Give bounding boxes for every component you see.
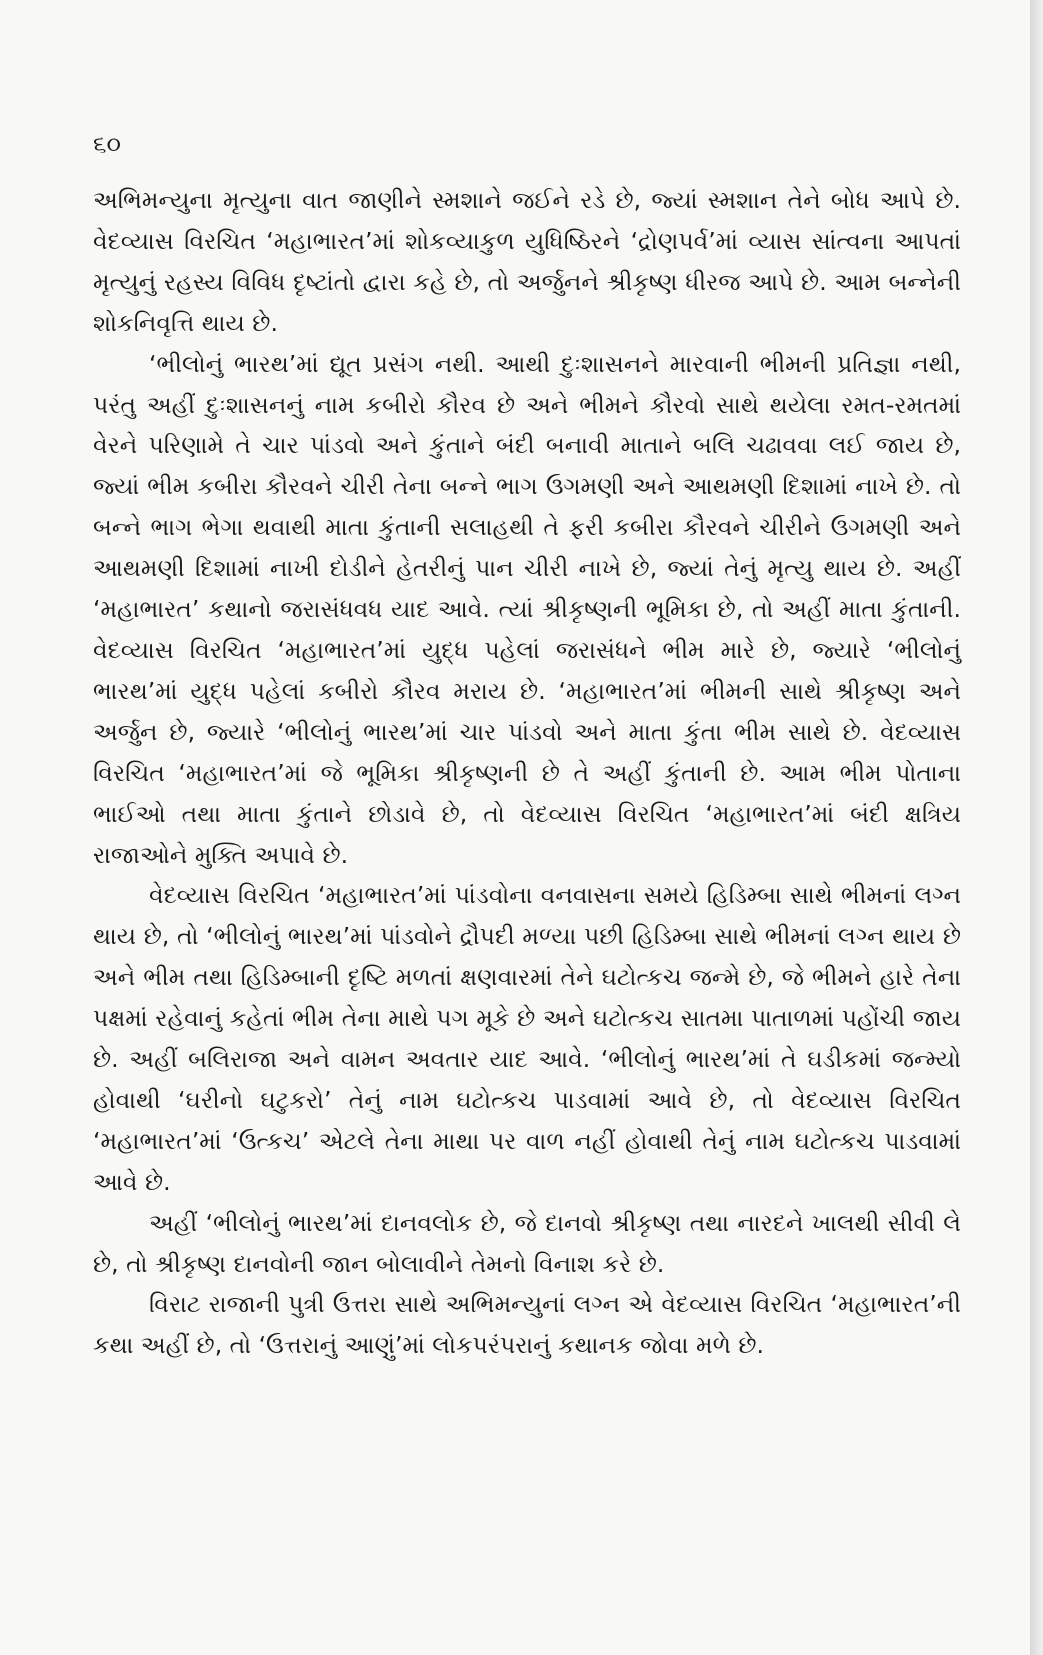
page-body	[93, 180, 961, 1366]
paragraph-4: અહીં ‘ભીલોનું ભારથ’માં દાનવલોક છે, જે દાનવો શ્રીકૃષ્ણ તથા નારદને ખાલથી સીવી લે છે, તો શ્રીકૃષ્ણ દાનવોની જાન બોલાવીને તેમનો વિનાશ કરે છે.	[93, 1208, 961, 1278]
page-number: ૬૦	[93, 130, 121, 158]
paragraph-2: ‘ભીલોનું ભારથ’માં દ્યૂત પ્રસંગ નથી. આથી દુઃશાસનને મારવાની ભીમની પ્રતિજ્ઞા નથી, પરંતુ અહીં દુઃશાસનનું નામ કબીરો કૌરવ છે અને ભીમને કૌરવો સાથે થયેલા રમત-રમતમાં વેરને પરિણામે તે ચાર પાંડવો અને કુંતાને બંદી બનાવી માતાને બલિ ચઢાવવા લઈ જાય છે, જ્યાં ભીમ કબીરા કૌરવને ચીરી તેના બન્ને ભાગ ઉગમણી અને આથમણી દિશામાં નાખે છે. તો બન્ને ભાગ ભેગા થવાથી માતા કુંતાની સલાહથી તે ફરી કબીરા કૌરવને ચીરીને ઉગમણી અને આથમણી દિશામાં નાખી દોડીને હેતરીનું પાન ચીરી નાખે છે, જ્યાં તેનું મૃત્યુ થાય છે. અહીં ‘મહાભારત’ કથાનો જરાસંધવધ યાદ આવે. ત્યાં શ્રીકૃષ્ણની ભૂમિકા છે, તો અહીં માતા કુંતાની. વેદવ્યાસ વિરચિત ‘મહાભારત’માં યુદ્ધ પહેલાં જરાસંધને ભીમ મારે છે, જ્યારે ‘ભીલોનું ભારથ’માં યુદ્ધ પહેલાં કબીરો કૌરવ મરાય છે. ‘મહાભારત’માં ભીમની સાથે શ્રીકૃષ્ણ અને અર્જુન છે, જ્યારે ‘ભીલોનું ભારથ’માં ચાર પાંડવો અને માતા કુંતા ભીમ સાથે છે. વેદવ્યાસ વિરચિત ‘મહાભારત’માં જે ભૂમિકા શ્રીકૃષ્ણની છે તે અહીં કુંતાની છે. આમ ભીમ પોતાના ભાઈઓ તથા માતા કુંતાને છોડાવે છે, તો વેદવ્યાસ વિરચિત ‘મહાભારત’માં બંદી ક્ષત્રિય રાજાઓને મુક્તિ અપાવે છે.	[93, 349, 961, 869]
paragraph-1: અભિમન્યુના મૃત્યુના વાત જાણીને સ્મશાને જઈને રડે છે, જ્યાં સ્મશાન તેને બોધ આપે છે. વેદવ્યાસ વિરચિત ‘મહાભારત’માં શોકવ્યાકુળ યુધિષ્ઠિરને ‘દ્રોણપર્વ’માં વ્યાસ સાંત્વના આપતાં મૃત્યુનું રહસ્ય વિવિધ દૃષ્ટાંતો દ્વારા કહે છે, તો અર્જુનને શ્રીકૃષ્ણ ધીરજ આપે છે. આમ બન્નેની શોકનિવૃત્તિ થાય છે.	[93, 186, 961, 337]
page-edge-shadow	[1030, 0, 1043, 1655]
paragraph-5: વિરાટ રાજાની પુત્રી ઉત્તરા સાથે અભિમન્યુનાં લગ્ન એ વેદવ્યાસ વિરચિત ‘મહાભારત’ની કથા અહીં છે, તો ‘ઉત્તરાનું આણું’માં લોકપરંપરાનું કથાનક જોવા મળે છે.	[93, 1290, 961, 1360]
paragraph-3: વેદવ્યાસ વિરચિત ‘મહાભારત’માં પાંડવોના વનવાસના સમયે હિડિમ્બા સાથે ભીમનાં લગ્ન થાય છે, તો ‘ભીલોનું ભારથ’માં પાંડવોને દ્રૌપદી મળ્યા પછી હિડિમ્બા સાથે ભીમનાં લગ્ન થાય છે અને ભીમ તથા હિડિમ્બાની દૃષ્ટિ મળતાં ક્ષણવારમાં તેને ઘટોત્કચ જન્મે છે, જે ભીમને હારે તેના પક્ષમાં રહેવાનું કહેતાં ભીમ તેના માથે પગ મૂકે છે અને ઘટોત્કચ સાતમા પાતાળમાં પહોંચી જાય છે. અહીં બલિરાજા અને વામન અવતાર યાદ આવે. ‘ભીલોનું ભારથ’માં તે ઘડીકમાં જન્મ્યો હોવાથી ‘ઘરીનો ઘટુકરો’ તેનું નામ ઘટોત્કચ પાડવામાં આવે છે, તો વેદવ્યાસ વિરચિત ‘મહાભારત’માં ‘ઉત્કચ’ એટલે તેના માથા પર વાળ નહીં હોવાથી તેનું નામ ઘટોત્કચ પાડવામાં આવે છે.	[93, 881, 961, 1196]
